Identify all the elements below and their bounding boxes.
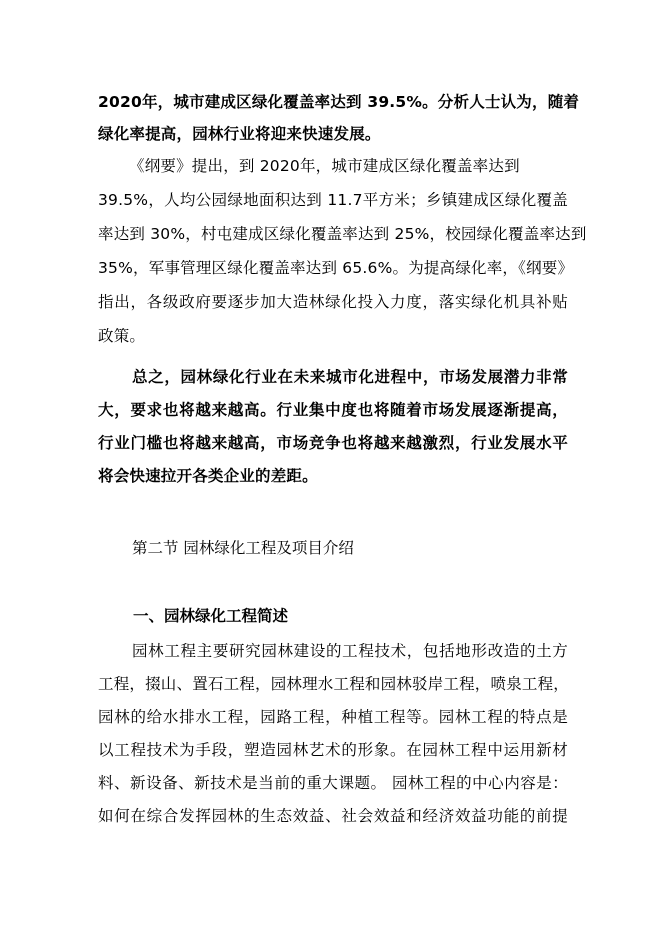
text-line: 指出，各级政府要逐步加大造林绿化投入力度，落实绿化机具补贴 [98,293,568,311]
section-heading: 第二节 园林绿化工程及项目介绍 [132,539,354,557]
text-line: 39.5%，人均公园绿地面积达到 11.7平方米；乡镇建成区绿化覆盖 [98,191,568,209]
paragraph-greening-rate [98,86,580,150]
text-line: 工程，掇山、置石工程，园林理水工程和园林驳岸工程，喷泉工程， [98,675,570,693]
text-line: 如何在综合发挥园林的生态效益、社会效益和经济效益功能的前提 [98,807,568,825]
text-line: 率达到 30%，村屯建成区绿化覆盖率达到 25%，校园绿化覆盖率达到 [98,225,587,243]
text-line: 园林工程主要研究园林建设的工程技术，包括地形改造的土方 [132,642,568,660]
text-line: 大，要求也将越来越高。行业集中度也将随着市场发展逐渐提高， [98,401,568,419]
text-line: 政策。 [98,327,146,345]
paragraph-outline-targets [98,149,587,353]
text-line: 2020年，城市建成区绿化覆盖率达到 39.5%。分析人士认为，随着 [98,93,580,111]
paragraph-conclusion [98,361,568,493]
text-line: 《纲要》提出，到 2020年，城市建成区绿化覆盖率达到 [129,157,520,175]
subsection-heading: 一、园林绿化工程简述 [133,607,289,625]
text-line: 35%，军事管理区绿化覆盖率达到 65.6%。为提高绿化率，《纲要》 [98,259,574,277]
paragraph-landscape-engineering [98,635,568,833]
text-line: 以工程技术为手段，塑造园林艺术的形象。在园林工程中运用新材 [98,741,568,759]
text-line: 行业门槛也将越来越高，市场竞争也将越来越激烈，行业发展水平 [98,434,568,452]
text-line: 总之，园林绿化行业在未来城市化进程中，市场发展潜力非常 [132,368,568,386]
text-line: 园林的给水排水工程，园路工程，种植工程等。园林工程的特点是 [98,708,568,726]
text-line: 料、新设备、新技术是当前的重大课题。 园林工程的中心内容是： [98,774,568,792]
text-line: 绿化率提高，园林行业将迎来快速发展。 [98,125,381,143]
text-line: 将会快速拉开各类企业的差距。 [98,467,318,485]
